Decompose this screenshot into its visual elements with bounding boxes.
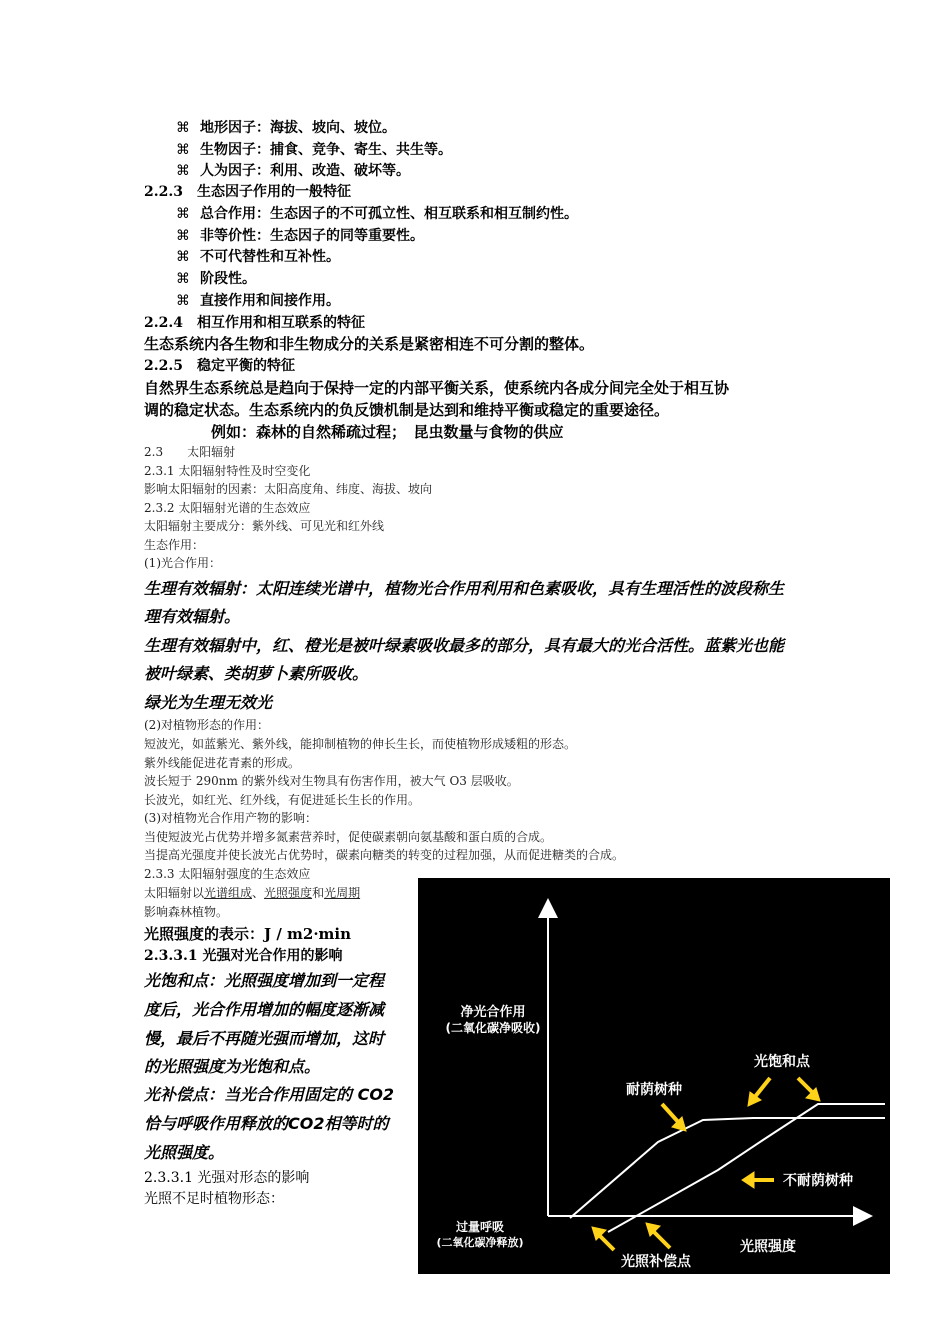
term-spectrum: 光谱组成 xyxy=(204,886,253,900)
label-respiration-2: (二氧化碳净释放) xyxy=(436,1236,524,1249)
eco-role-label: 生态作用： xyxy=(144,538,205,552)
bullet-nonequal: ⌘ 非等价性：生态因子的同等重要性。 xyxy=(176,228,424,244)
product-line2: 当提高光强度并使长波光占优势时，碳素向糖类的转变的过程加强，从而促进糖类的合成。 xyxy=(144,848,625,862)
bullet-icon: ⌘ xyxy=(176,163,190,179)
par-color-line2: 被叶绿素、类胡萝卜素所吸收。 xyxy=(144,664,369,683)
arrow-saturation-left-icon xyxy=(748,1078,770,1106)
arrow-intolerant-icon xyxy=(742,1172,774,1188)
morphology-line3: 波长短于 290nm 的紫外线对生物具有伤害作用，被大气 O3 层吸收。 xyxy=(144,774,519,788)
y-label-1: 净光合作用 xyxy=(460,1005,526,1020)
saturation-line1: 光饱和点：光照强度增加到一定程 xyxy=(144,971,385,990)
photosynthesis-label: (1)光合作用： xyxy=(144,556,221,570)
bullet-synthesis: ⌘ 总合作用：生态因子的不可孤立性、相互联系和相互制约性。 xyxy=(176,206,578,222)
bullet-icon: ⌘ xyxy=(176,228,190,244)
label-intolerant: 不耐荫树种 xyxy=(783,1173,853,1189)
term-intensity: 光照强度 xyxy=(264,886,313,900)
bullet-icon: ⌘ xyxy=(176,249,190,265)
heading-2-3-3: 2.3.3 太阳辐射强度的生态效应 xyxy=(144,867,311,881)
par-definition-line2: 理有效辐射。 xyxy=(144,607,241,626)
green-light-line: 绿光为生理无效光 xyxy=(144,693,273,712)
product-label: (3)对植物光合作用产物的影响： xyxy=(144,811,317,825)
y-label-2: (二氧化碳净吸收) xyxy=(445,1021,541,1035)
product-line1: 当使短波光占优势并增多氮素营养时，促使碳素朝向氨基酸和蛋白质的合成。 xyxy=(144,830,553,844)
heading-morphology: 2.3.3.1 光强对形态的影响 xyxy=(144,1170,310,1186)
shade-tolerant-curve xyxy=(570,1118,885,1218)
heading-2-2-4: 2.2.4 相互作用和相互联系的特征 xyxy=(144,315,365,331)
par-definition-line1: 生理有效辐射：太阳连续光谱中，植物光合作用利用和色素吸收，具有生理活性的波段称生 xyxy=(144,579,785,598)
heading-2-2-5: 2.2.5 稳定平衡的特征 xyxy=(144,358,295,374)
morphology-label: (2)对植物形态的作用： xyxy=(144,718,269,732)
paragraph-2-3-1: 影响太阳辐射的因素：太阳高度角、纬度、海拔、坡向 xyxy=(144,482,433,496)
bullet-icon: ⌘ xyxy=(176,271,190,287)
saturation-line4: 的光照强度为光饱和点。 xyxy=(144,1057,321,1076)
morphology-line4: 长波光，如红光、红外线，有促进延长生长的作用。 xyxy=(144,793,421,807)
bullet-icon: ⌘ xyxy=(176,142,190,158)
heading-2-2-3: 2.2.3 生态因子作用的一般特征 xyxy=(144,184,351,200)
heading-2-3-1: 2.3.1 太阳辐射特性及时空变化 xyxy=(144,464,311,478)
compensation-line2: 恰与呼吸作用释放的CO2相等时的 xyxy=(144,1114,389,1133)
label-respiration-1: 过量呼吸 xyxy=(455,1220,505,1234)
saturation-line3: 慢，最后不再随光强而增加，这时 xyxy=(144,1029,385,1048)
heading-2-3-2: 2.3.2 太阳辐射光谱的生态效应 xyxy=(144,501,311,515)
term-photoperiod: 光周期 xyxy=(324,886,361,900)
par-color-line1: 生理有效辐射中，红、橙光是被叶绿素吸收最多的部分，具有最大的光合活性。蓝紫光也能 xyxy=(144,636,785,655)
heading-2-3: 2.3 太阳辐射 xyxy=(144,445,236,459)
paragraph-2-2-5-line2: 调的稳定状态。生态系统内的负反馈机制是达到和维持平衡或稳定的重要途径。 xyxy=(144,401,670,419)
bullet-human: ⌘ 人为因子：利用、改造、破坏等。 xyxy=(176,163,410,179)
shade-intolerant-curve xyxy=(608,1104,885,1232)
label-saturation: 光饱和点 xyxy=(754,1054,810,1070)
example-line: 例如：森林的自然稀疏过程； 昆虫数量与食物的供应 xyxy=(211,423,564,441)
light-unit-line: 光照强度的表示：J / m2·min xyxy=(144,925,352,943)
arrow-compensation-right-icon xyxy=(646,1223,670,1248)
bullet-icon: ⌘ xyxy=(176,206,190,222)
bullet-icon: ⌘ xyxy=(176,120,190,136)
compensation-line3: 光照强度。 xyxy=(144,1143,225,1162)
label-compensation: 光照补偿点 xyxy=(621,1254,691,1270)
bullet-biotic: ⌘ 生物因子：捕食、竞争、寄生、共生等。 xyxy=(176,142,452,158)
paragraph-2-3-3: 太阳辐射以光谱组成、光照强度和光周期 xyxy=(144,886,361,900)
compensation-line1: 光补偿点：当光合作用固定的 CO2 xyxy=(144,1085,395,1104)
paragraph-2-2-5-line1: 自然界生态系统总是趋向于保持一定的内部平衡关系，使系统内各成分间完全处于相互协 xyxy=(144,379,730,397)
paragraph-2-2-4: 生态系统内各生物和非生物成分的关系是紧密相连不可分割的整体。 xyxy=(144,335,595,353)
x-label: 光照强度 xyxy=(740,1239,796,1255)
arrow-shade-tolerant-icon xyxy=(662,1104,686,1131)
arrow-saturation-right-icon xyxy=(798,1078,820,1101)
bullet-terrain: ⌘ 地形因子：海拔、坡向、坡位。 xyxy=(176,120,396,136)
label-shade-tolerant: 耐荫树种 xyxy=(626,1082,682,1098)
light-response-diagram xyxy=(418,878,890,1274)
saturation-line2: 度后，光合作用增加的幅度逐渐减 xyxy=(144,1000,385,1019)
paragraph-2-3-2: 太阳辐射主要成分：紫外线、可见光和红外线 xyxy=(144,519,385,533)
paragraph-2-3-3-line2: 影响森林植物。 xyxy=(144,905,229,919)
morphology-line1: 短波光，如蓝紫光、紫外线，能抑制植物的伸长生长，而使植物形成矮粗的形态。 xyxy=(144,737,577,751)
bullet-icon: ⌘ xyxy=(176,293,190,309)
bullet-direct: ⌘ 直接作用和间接作用。 xyxy=(176,293,340,309)
light-response-svg xyxy=(418,878,890,1274)
bullet-irreplaceable: ⌘ 不可代替性和互补性。 xyxy=(176,249,340,265)
morphology-line2: 紫外线能促进花青素的形成。 xyxy=(144,756,301,770)
heading-2-3-3-1: 2.3.3.1 光强对光合作用的影响 xyxy=(144,948,343,964)
bullet-stage: ⌘ 阶段性。 xyxy=(176,271,256,287)
last-line: 光照不足时植物形态： xyxy=(144,1191,284,1207)
